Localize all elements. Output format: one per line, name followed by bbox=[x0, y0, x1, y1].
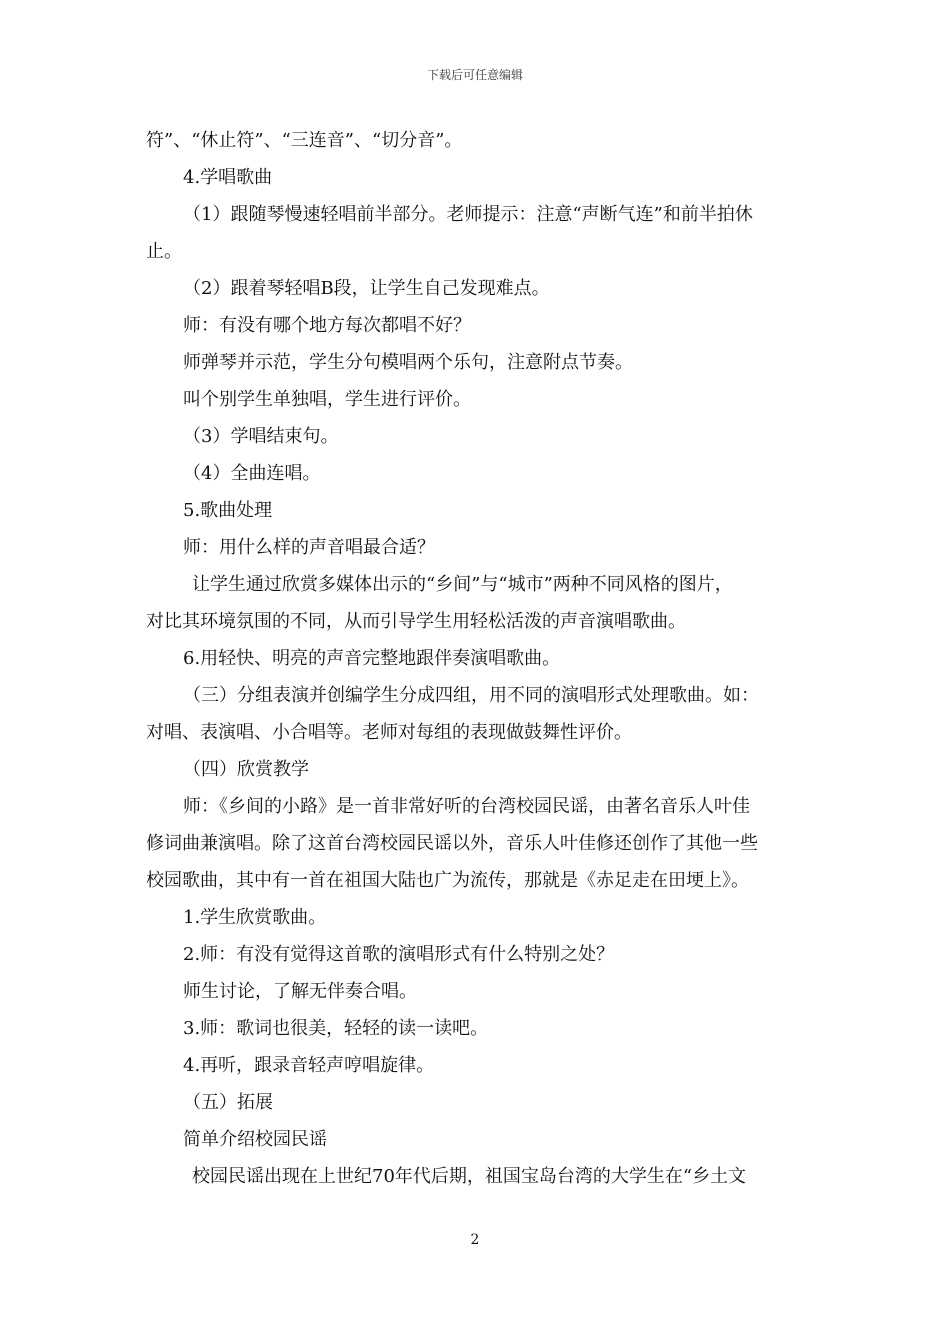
text-line: 符”、“休止符”、“三连音”、“切分音”。 bbox=[146, 130, 463, 151]
text-line: 4.再听，跟录音轻声哼唱旋律。 bbox=[183, 1055, 435, 1076]
text-line: 校园歌曲，其中有一首在祖国大陆也广为流传，那就是《赤足走在田埂上》。 bbox=[146, 870, 749, 891]
text-line: 对唱、表演唱、小合唱等。老师对每组的表现做鼓舞性评价。 bbox=[146, 722, 632, 743]
text-line: 让学生通过欣赏多媒体出示的“乡间”与“城市”两种不同风格的图片， bbox=[192, 574, 733, 595]
text-line: 2.师：有没有觉得这首歌的演唱形式有什么特别之处？ bbox=[183, 944, 615, 965]
text-line: 叫个别学生单独唱，学生进行评价。 bbox=[183, 389, 471, 410]
text-line: 简单介绍校园民谣 bbox=[183, 1129, 327, 1150]
text-line: 校园民谣出现在上世纪70年代后期，祖国宝岛台湾的大学生在“乡土文 bbox=[192, 1166, 747, 1187]
text-line: 1.学生欣赏歌曲。 bbox=[183, 907, 327, 928]
section-heading: （四）欣赏教学 bbox=[183, 759, 309, 780]
text-line: 3.师：歌词也很美，轻轻的读一读吧。 bbox=[183, 1018, 489, 1039]
text-line: 修词曲兼演唱。除了这首台湾校园民谣以外，音乐人叶佳修还创作了其他一些 bbox=[146, 833, 758, 854]
text-line: （4）全曲连唱。 bbox=[183, 463, 321, 484]
section-heading: （五）拓展 bbox=[183, 1092, 273, 1113]
page-number: 2 bbox=[470, 1232, 480, 1248]
document-body bbox=[146, 122, 810, 1195]
page-header: 下载后可任意编辑 bbox=[426, 68, 523, 82]
text-line: （2）跟着琴轻唱B段，让学生自己发现难点。 bbox=[183, 278, 550, 299]
text-line: 师：用什么样的声音唱最合适？ bbox=[183, 537, 435, 558]
section-heading: 6.用轻快、明亮的声音完整地跟伴奏演唱歌曲。 bbox=[183, 648, 561, 669]
section-heading: （三）分组表演并创编学生分成四组，用不同的演唱形式处理歌曲。如： bbox=[183, 685, 759, 706]
text-line: （1）跟随琴慢速轻唱前半部分。老师提示：注意“声断气连”和前半拍休 bbox=[183, 204, 753, 225]
text-line: 师生讨论，了解无伴奏合唱。 bbox=[183, 981, 417, 1002]
text-line: 师：有没有哪个地方每次都唱不好？ bbox=[183, 315, 471, 336]
text-line: 止。 bbox=[146, 241, 182, 262]
text-line: （3）学唱结束句。 bbox=[183, 426, 339, 447]
text-line: 对比其环境氛围的不同，从而引导学生用轻松活泼的声音演唱歌曲。 bbox=[146, 611, 686, 632]
text-line: 师：《乡间的小路》是一首非常好听的台湾校园民谣，由著名音乐人叶佳 bbox=[183, 796, 750, 817]
text-line: 师弹琴并示范，学生分句模唱两个乐句，注意附点节奏。 bbox=[183, 352, 633, 373]
section-heading: 4.学唱歌曲 bbox=[183, 167, 273, 188]
section-heading: 5.歌曲处理 bbox=[183, 500, 273, 521]
